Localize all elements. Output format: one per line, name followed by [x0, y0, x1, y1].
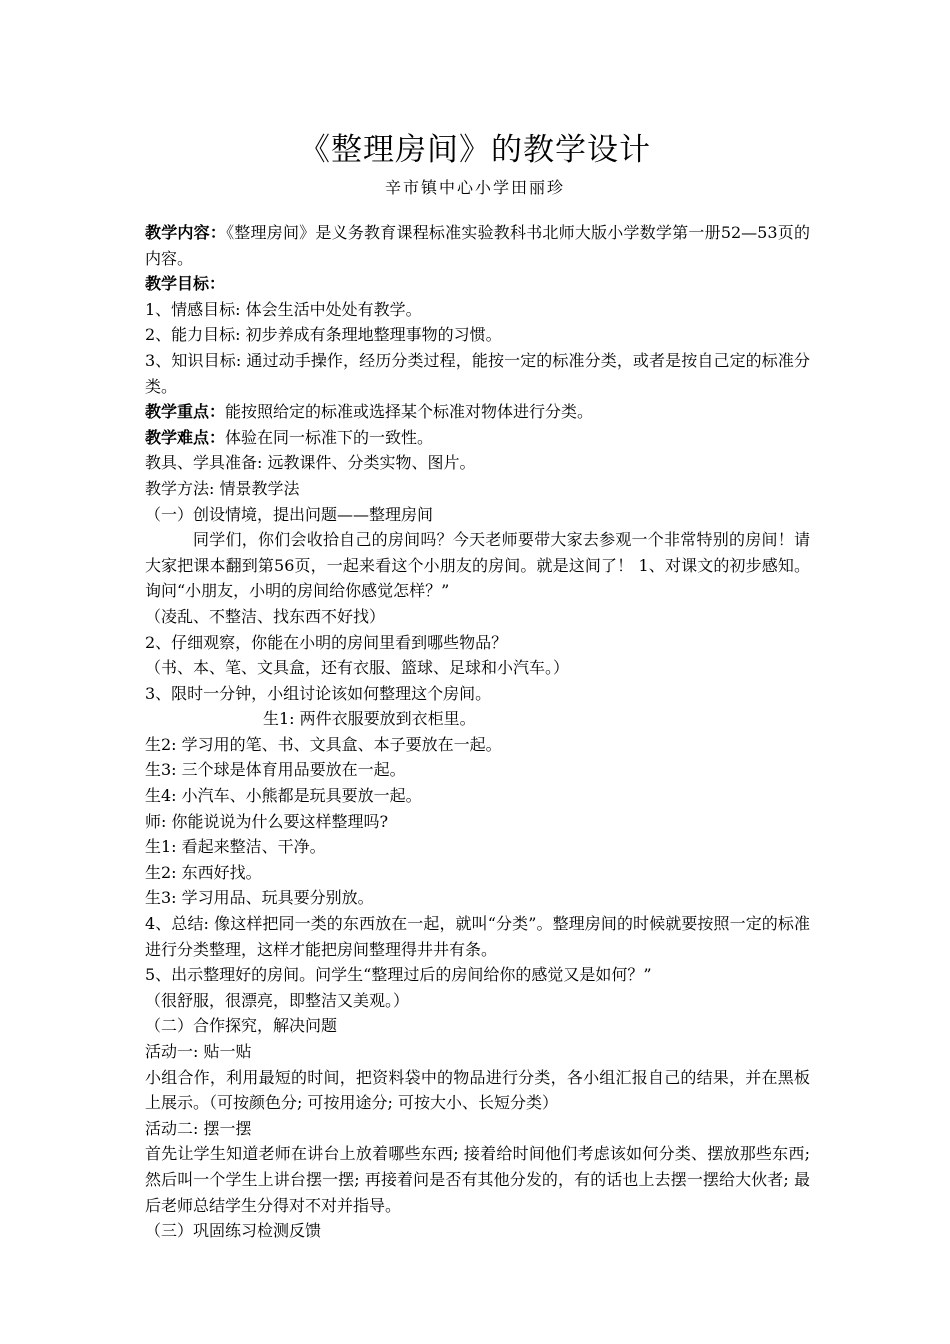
activity-2-heading: 活动二: 摆一摆 — [145, 1118, 252, 1138]
student-3: 生3: 三个球是体育用品要放在一起。 — [145, 760, 406, 780]
teacher-question: 师: 你能说说为什么要这样整理吗? — [145, 811, 389, 831]
teaching-key — [145, 399, 810, 425]
student-1: 生1: 两件衣服要放到衣柜里。 — [263, 709, 476, 729]
content-text: 《整理房间》是义务教育课程标准实验教科书北师大版小学数学第一册52—53页的内容。 — [145, 223, 810, 268]
student-2: 生2: 学习用的笔、书、文具盒、本子要放在一起。 — [145, 734, 502, 754]
goals-label: 教学目标： — [145, 274, 226, 294]
teaching-content — [145, 220, 810, 271]
reply-3: 生3: 学习用品、玩具要分别放。 — [145, 888, 374, 908]
content-label: 教学内容： — [145, 223, 227, 242]
goal-1: 1、情感目标: 体会生活中处处有教学。 — [145, 299, 422, 319]
teaching-difficulty — [145, 425, 810, 451]
goal-3: 3、知识目标: 通过动手操作，经历分类过程，能按一定的标准分类，或者是按自己定的标准分类。 — [145, 350, 810, 396]
intro-paragraph: 同学们，你们会收拾自己的房间吗？今天老师要带大家去参观一个非常特别的房间！请大家把课本翻到第56页，一起来看这个小朋友的房间。就是这间了！ 1、对课文的初步感知。询问“小朋友，小明的房间给你感觉怎样？” — [145, 530, 810, 601]
document-author: 辛市镇中心小学田丽珍 — [384, 178, 565, 197]
reply-1: 生1: 看起来整洁、干净。 — [145, 837, 326, 857]
question-2: 2、仔细观察，你能在小明的房间里看到哪些物品？ — [145, 632, 508, 652]
summary-4: 4、总结: 像这样把同一类的东西放在一起，就叫“分类”。整理房间的时候就要按照一定的标准进行分类整理，这样才能把房间整理得井井有条。 — [145, 914, 810, 959]
student-4: 生4: 小汽车、小熊都是玩具要放一起。 — [145, 786, 422, 806]
reply-2: 生2: 东西好找。 — [145, 862, 262, 882]
section-2-heading: （二）合作探究，解决问题 — [145, 1016, 338, 1036]
tools-line: 教具、学具准备: 远教课件、分类实物、图片。 — [145, 453, 476, 473]
goal-2: 2、能力目标: 初步养成有条理地整理事物的习惯。 — [145, 325, 502, 345]
activity-1-heading: 活动一: 贴一贴 — [145, 1042, 252, 1061]
key-label: 教学重点： — [145, 402, 226, 422]
document-title: 《整理房间》的教学设计 — [299, 132, 651, 168]
activity-2-text: 首先让学生知道老师在讲台上放着哪些东西; 接着给时间他们考虑该如何分类、摆放那些东西; 然后叫一个学生上讲台摆一摆; 再接着问是否有其他分发的，有的话也上去摆一摆给大伙者; 最后老师总结学生分得对不对并指导。 — [145, 1144, 810, 1215]
activity-1-text: 小组合作，利用最短的时间，把资料袋中的物品进行分类，各小组汇报自己的结果，并在黑板上展示。（可按颜色分; 可按用途分; 可按大小、长短分类） — [145, 1067, 810, 1113]
section-1-heading: （一）创设情境，提出问题——整理房间 — [145, 504, 434, 524]
key-text: 能按照给定的标准或选择某个标准对物体进行分类。 — [225, 402, 594, 422]
difficulty-text: 体验在同一标准下的一致性。 — [225, 427, 434, 447]
document-body — [145, 220, 810, 1244]
section-3-heading: （三）巩固练习检测反馈 — [145, 1221, 322, 1241]
question-5: 5、出示整理好的房间。问学生“整理过后的房间给你的感觉又是如何？” — [145, 965, 652, 985]
answer-5: （很舒服，很漂亮，即整洁又美观。） — [145, 990, 410, 1010]
difficulty-label: 教学难点： — [145, 427, 226, 447]
method-line: 教学方法: 情景教学法 — [145, 478, 300, 498]
question-3: 3、限时一分钟，小组讨论该如何整理这个房间。 — [145, 683, 492, 703]
answer-2: （书、本、笔、文具盒，还有衣服、篮球、足球和小汽车。） — [145, 658, 570, 678]
answer-1: （凌乱、不整洁、找东西不好找） — [145, 606, 386, 626]
